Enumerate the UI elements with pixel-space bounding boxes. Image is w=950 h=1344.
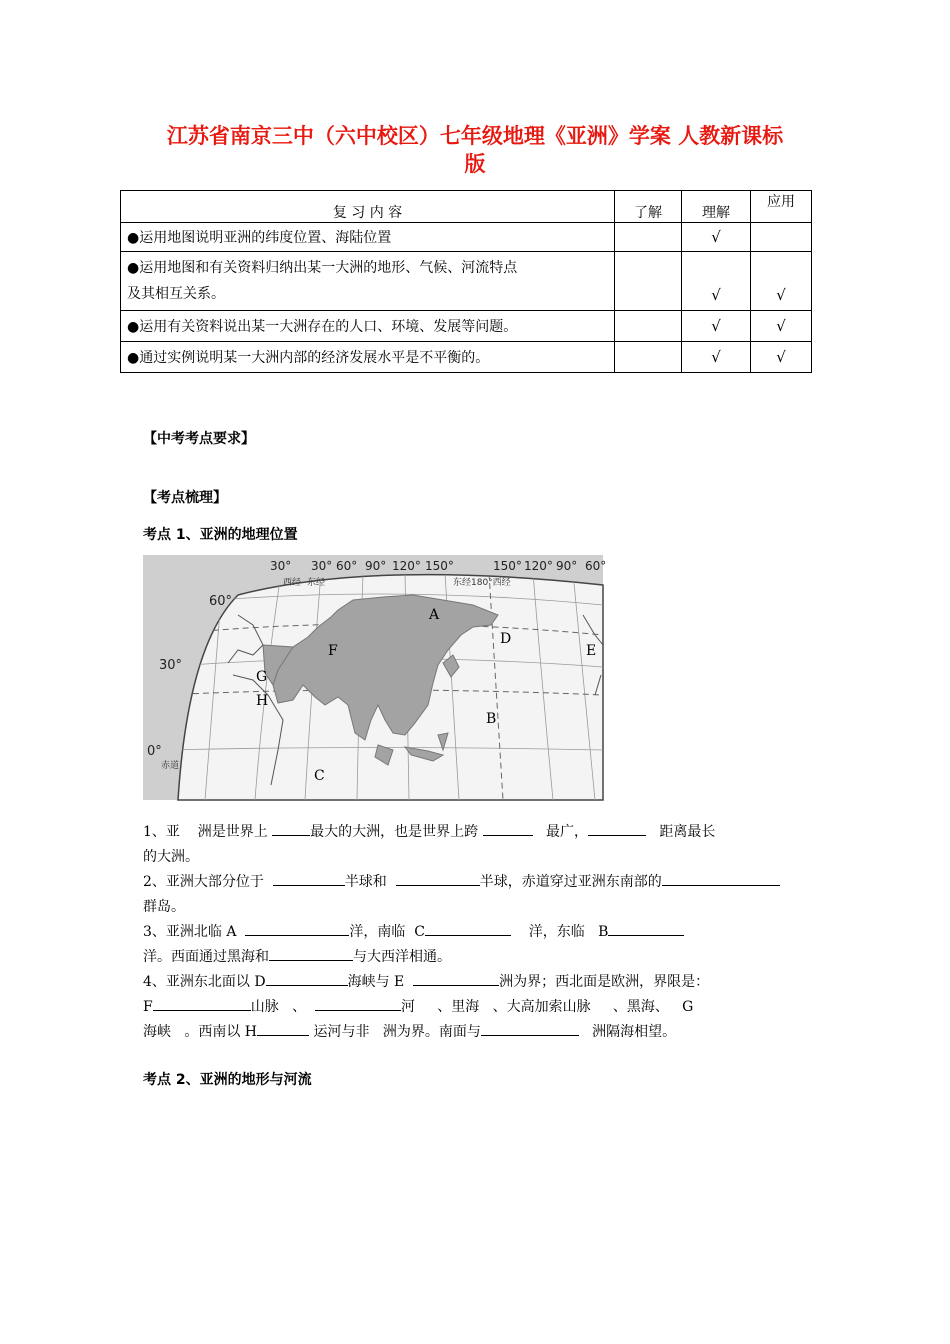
map-lon-label: 90°	[556, 559, 578, 573]
map-marker-c: C	[314, 768, 325, 784]
row-understand	[615, 223, 682, 252]
blank[interactable]	[315, 996, 401, 1011]
question-2-line-1: 2、亚洲大部分位于 半球和 半球，赤道穿过亚洲东南部的	[143, 871, 780, 891]
blank[interactable]	[273, 871, 345, 886]
section-review: 【考点梳理】	[143, 490, 227, 506]
header-comprehend: 理解	[682, 191, 751, 223]
blank[interactable]	[266, 971, 348, 986]
map-marker-d: D	[500, 631, 512, 647]
map-marker-g: G	[256, 669, 268, 685]
map-lon-label: 30°	[270, 559, 292, 573]
table-row	[121, 252, 812, 311]
asia-location-map	[143, 555, 607, 800]
row-comprehend: √	[682, 223, 751, 252]
question-4-line-2: F 山脉 、 河 、里海 、大高加索山脉 、黑海、 G	[143, 996, 693, 1016]
title-line-1: 江苏省南京三中（六中校区）七年级地理《亚洲》学案 人教新课标	[166, 124, 784, 148]
map-marker-e: E	[586, 643, 597, 659]
map-west-lon: 西经	[283, 578, 302, 588]
row-apply: √	[751, 311, 812, 342]
table-row	[121, 223, 812, 252]
row-text: ●运用有关资料说出某一大洲存在的人口、环境、发展等问题。	[121, 311, 615, 342]
row-comprehend: √	[682, 342, 751, 373]
map-lat-label: 60°	[209, 594, 233, 609]
map-lat-label: 0°	[147, 744, 162, 759]
map-equator-label: 赤道	[161, 761, 180, 771]
document-title	[120, 122, 830, 178]
map-east180: 东经180°西经	[453, 578, 511, 588]
row-text: ●运用地图和有关资料归纳出某一大洲的地形、气候、河流特点 及其相互关系。	[121, 252, 615, 311]
section-exam-requirements: 【中考考点要求】	[143, 431, 255, 447]
row-comprehend: √	[682, 252, 751, 311]
table-row	[121, 311, 812, 342]
header-apply: 应用	[751, 191, 812, 223]
question-4-line-3: 海峡 。西南以 H 运河与非 洲为界。南面与 洲隔海相望。	[143, 1021, 676, 1041]
table-row	[121, 342, 812, 373]
header-content: 复 习 内 容	[121, 191, 615, 223]
row-apply: √	[751, 252, 812, 311]
blank[interactable]	[257, 1021, 309, 1036]
blank[interactable]	[153, 996, 251, 1011]
map-marker-h: H	[256, 693, 269, 709]
blank[interactable]	[662, 871, 780, 886]
title-line-2: 版	[464, 152, 486, 176]
question-3-line-2: 洋。西面通过黑海和 与大西洋相通。	[143, 946, 451, 966]
row-apply	[751, 223, 812, 252]
blank[interactable]	[413, 971, 499, 986]
row-understand	[615, 342, 682, 373]
map-marker-a: A	[429, 607, 440, 623]
row-text: ●通过实例说明某一大洲内部的经济发展水平是不平衡的。	[121, 342, 615, 373]
map-lon-label: 90°	[365, 559, 387, 573]
map-lon-label: 60°	[585, 559, 607, 573]
row-text: ●运用地图说明亚洲的纬度位置、海陆位置	[121, 223, 615, 252]
blank[interactable]	[481, 1021, 579, 1036]
blank[interactable]	[245, 921, 349, 936]
blank[interactable]	[483, 821, 533, 836]
blank[interactable]	[272, 821, 310, 836]
blank[interactable]	[269, 946, 353, 961]
map-east-lon: 东经	[307, 578, 326, 588]
section-point-2: 考点 2、亚洲的地形与河流	[143, 1072, 312, 1088]
header-understand: 了解	[615, 191, 682, 223]
map-marker-b: B	[486, 711, 497, 727]
map-lat-label: 30°	[159, 658, 183, 673]
map-lon-label: 30°	[311, 559, 333, 573]
map-lon-label: 150°	[425, 559, 454, 573]
row-understand	[615, 311, 682, 342]
blank[interactable]	[425, 921, 511, 936]
review-table	[120, 190, 812, 373]
map-lon-label: 120°	[392, 559, 421, 573]
blank[interactable]	[608, 921, 684, 936]
map-lon-label: 150°	[493, 559, 522, 573]
map-lon-label: 60°	[336, 559, 358, 573]
question-2-line-2: 群岛。	[143, 899, 185, 915]
section-point-1: 考点 1、亚洲的地理位置	[143, 527, 298, 543]
question-1-line-1: 1、亚 洲是世界上 最大的大洲，也是世界上跨 最广， 距离最长	[143, 821, 715, 841]
row-apply: √	[751, 342, 812, 373]
question-3-line-1: 3、亚洲北临 A 洋，南临 C 洋，东临 B	[143, 921, 684, 941]
map-marker-f: F	[328, 643, 338, 659]
blank[interactable]	[396, 871, 480, 886]
map-lon-label: 120°	[524, 559, 553, 573]
row-understand	[615, 252, 682, 311]
row-comprehend: √	[682, 311, 751, 342]
blank[interactable]	[588, 821, 646, 836]
question-4-line-1: 4、亚洲东北面以 D 海峡与 E 洲为界；西北面是欧洲，界限是：	[143, 971, 709, 991]
question-1-line-2: 的大洲。	[143, 849, 199, 865]
